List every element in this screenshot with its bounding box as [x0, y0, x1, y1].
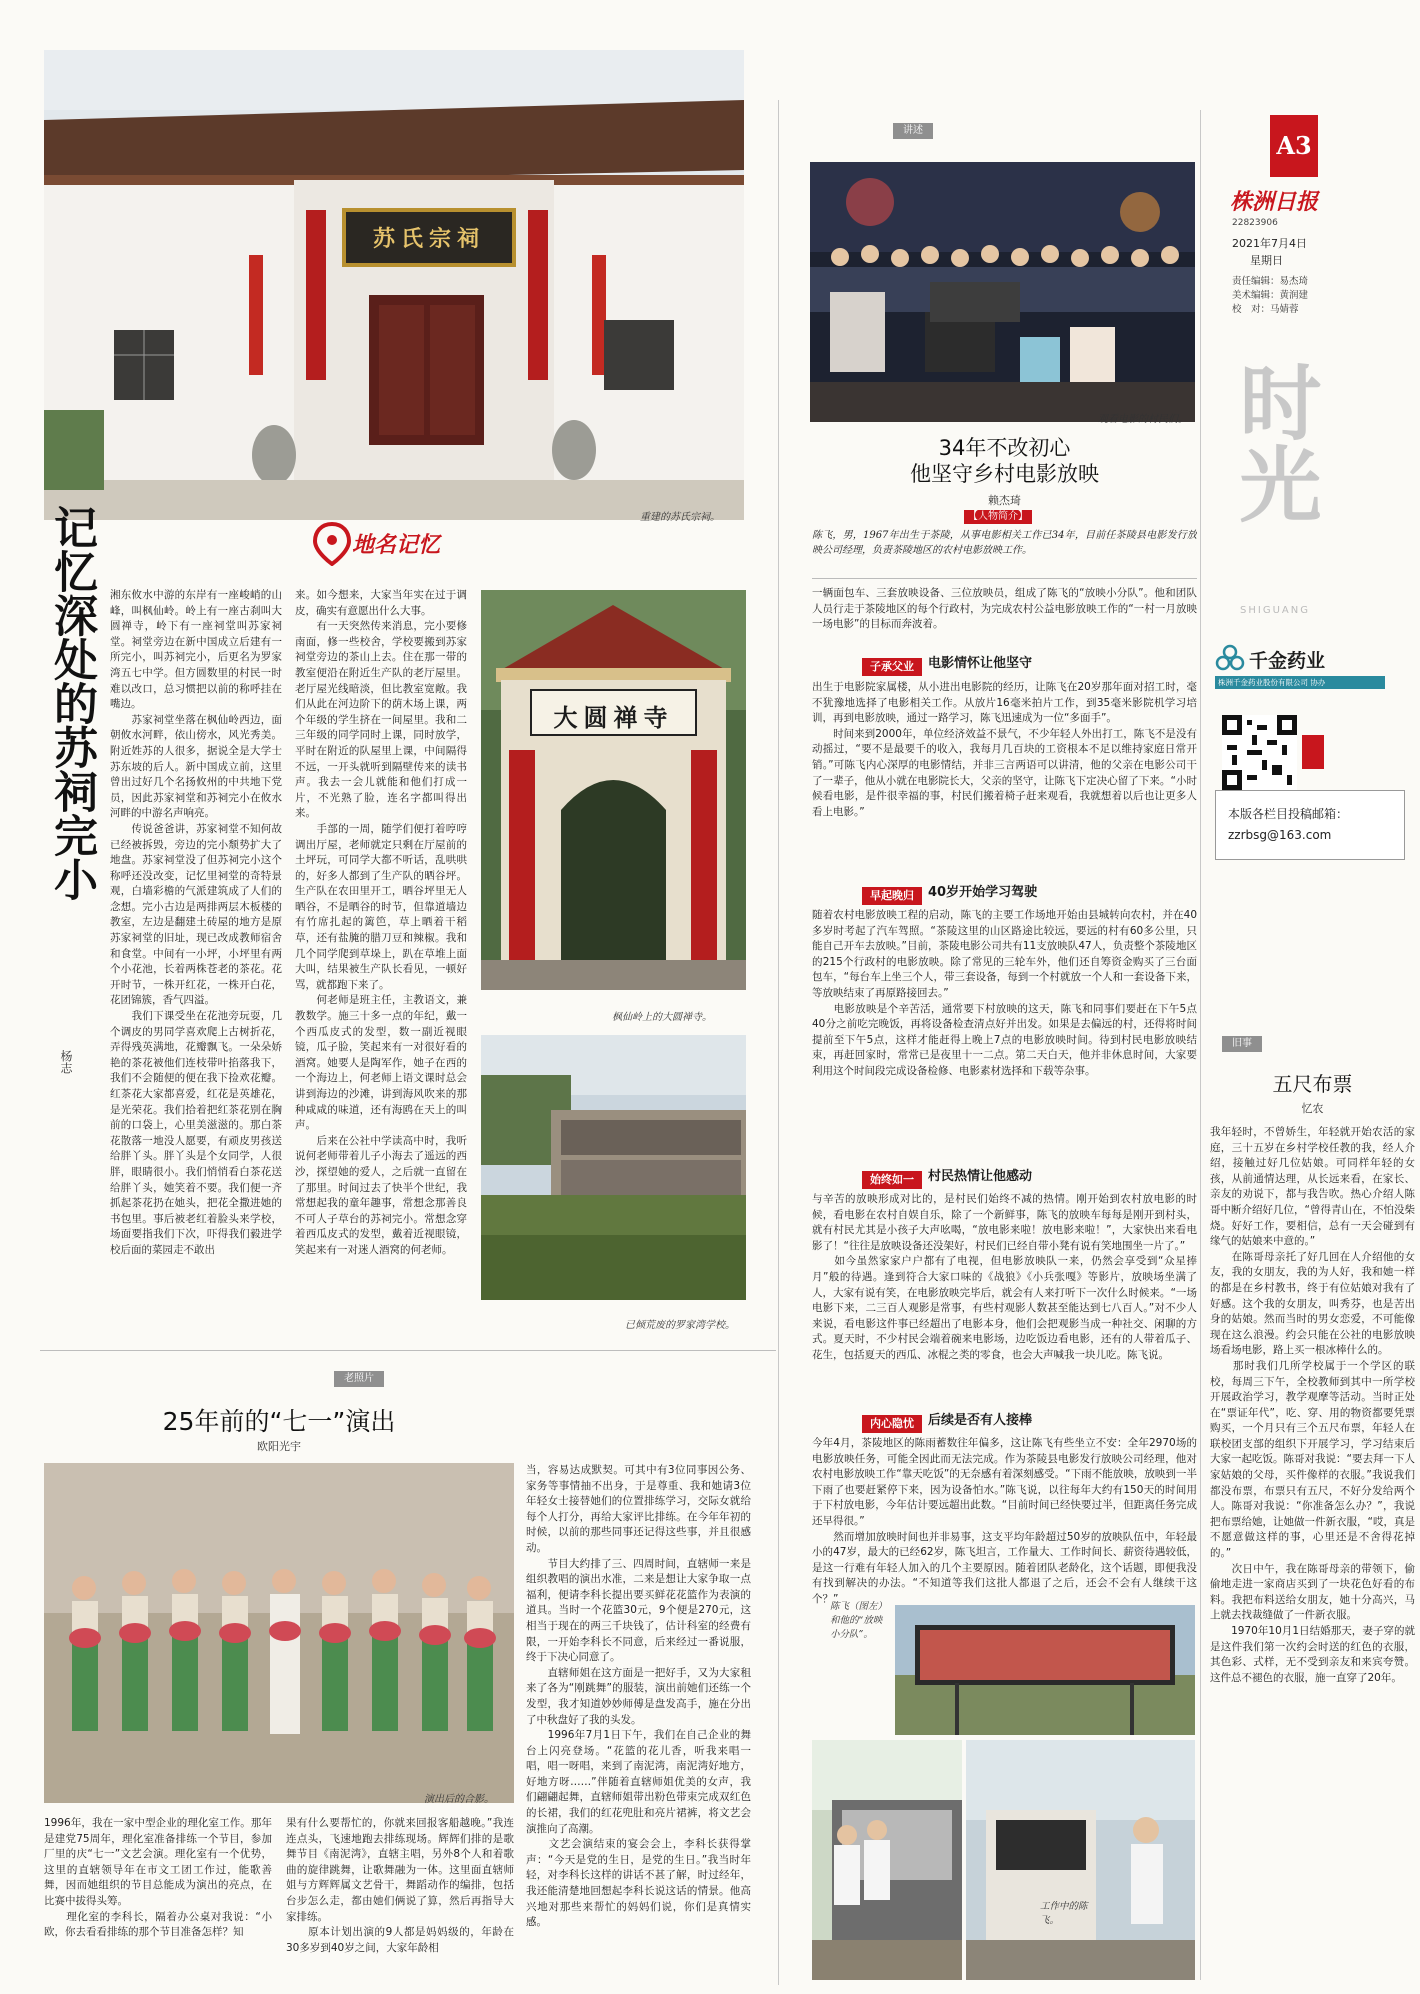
photo-caption: 观看电影的村民们。	[1098, 414, 1188, 425]
photo-su-ancestral-hall	[44, 50, 744, 520]
story-author: 忆农	[1301, 1102, 1324, 1115]
email-label: 本版各栏目投稿邮箱：	[1228, 807, 1349, 821]
photo-screening-team	[895, 1605, 1195, 1735]
story-title: 25年前的“七一”演出	[162, 1407, 396, 1436]
staff-list: 责任编辑：易杰琦 美术编辑：黄润建 校 对：马婧蓉	[1232, 276, 1309, 315]
column-tag: 旧事	[1222, 1036, 1262, 1052]
section-body-4: 今年4月，茶陵地区的陈雨蓄数往年偏多，这让陈飞有些坐立不安：全年2970场的电影放映任务，可能全因此而无法完成。作为茶陵县电影发行放映公司经理，他对农村电影放映工作“靠天吃饭”的无奈感有着深刻感受。“下雨不能放映，放映到一半下雨了也要赶紧停下来，因为设备怕水。”陈飞说，以往每年大约有150天的时间用于下村放电影，今年估计要远超出此数。“目前时间已经快要过半，但距离任务完成还早得很。” 然而增加放映时间也并非易事，这支平均年龄超过50岁的放映队伍中，年轻最小的47岁，最大的已经62岁，陈飞坦言，工作量大、工作时间长、薪资待遇较低，是这一行难有年轻人加入的几个主要原因。随着团队老龄化，这个话题，即便我没有找到解决的办法。“不知道等我们这批人都退了之后，还会不会有人继续干这个？”	[812, 1437, 1197, 1605]
paper-name: 株洲日报	[1230, 189, 1319, 215]
issue-weekday: 星期日	[1250, 254, 1283, 267]
story-body: 我年轻时，不曾娇生，年轻就开始农活的家庭，三十五岁在乡村学校任教的我，经人介绍，接触过好几位姑娘。可同样年轻的女孩，从前通情达理，从长远来看，在家长、亲友的劝说下，都与我告吹。热心介绍人陈哥中断介绍好几位，“曾得青山在，不怕没柴烧。好好工作，要相信，总有一天会碰到有缘气的姑娘来中意的。” 在陈哥母亲托了好几回在人介绍他的女友，我的女朋友，我的为人好，我和她一样的都是在乡村教书，终于有位姑娘对我有了好感。这个我的女朋友，叫秀芬，也是苦出身的姑娘。然而当时的男女恋爱，不可能像现在这么浪漫。约会只能在公社的电影放映场看场电影，路上买一根冰棒什么的。 那时我们几所学校属于一个学区的联校，每周三下午，全校教师到其中一所学校开展政治学习，教学观摩等活动。当时正处在“票证年代”，吃、穿、用的物资都要凭票购买，一个月只有三个五尺布票，年轻人在联校团支部的组织下开展学习，学习结束后大家一起吃饭。陈哥对我说：“要去拜一下人家姑娘的父母，买件像样的衣服。”我说我们都没布票，布票只有五尺，不好分发给两个人。陈哥对我说：“你准备怎么办？”，我说把布票给她，让她做一件新衣服，“哎，真是不愿意做这样的事，心里还是不舍得花掉的。” 次日中午，我在陈哥母亲的带领下，偷偷地走进一家商店买到了一块花色好看的布料。我把布料送给女朋友，她十分高兴，马上就去找裁缝做了一件新衣服。 1970年10月1日结婚那天，妻子穿的就是这件我们第一次约会时送的红色的衣服，其色彩、式样，无不受到亲友和来宾夸赞。这件总不褪色的衣服，施一直穿了20年。	[1210, 1126, 1415, 1684]
feature-title-line1: 34年不改初心	[938, 436, 1071, 460]
temple-sign: 大圆禅寺	[553, 703, 674, 732]
email-box	[1215, 790, 1405, 860]
section-body-1: 出生于电影院家属楼，从小进出电影院的经历，让陈飞在20岁那年面对招工时，毫不犹豫地选择了电影相关工作。从放片16毫米拍片工作，到35毫米影院机学习培训，再到电影放映，通过一路学习，陈飞迅速成为一位“多面手”。 时间来到2000年，单位经济效益不景气，不少年轻人外出打工，陈飞不是没有动摇过，“要不是最要千的收入，我每月几百块的工资根本不足以维持家庭日常开销。”可陈飞内心深厚的电影情结，并非三言两语可以讲清，他的父亲在电影公司干了一辈子，他从小就在电影院长大，父亲的坚守，让陈飞下定决心留了下来。“小时候看电影，是件很幸福的事，村民们搬着椅子赶来观看，我就想着以后也让更多人看上电影。”	[812, 681, 1197, 818]
column-logo: 地名记忆	[312, 522, 482, 566]
location-pin-icon	[312, 522, 352, 566]
section-body-3: 与辛苦的放映形成对比的，是村民们始终不减的热情。刚开始到农村放电影的时候，看电影在农村自娱自乐，除了一个新鲜事，陈飞的放映车每每是刚开到村头，就有村民尤其是小孩子大声吆喝，“放电影来啦！放电影来啦！”，大家快出来看电影了！“往往是放映设备还没架好，村民们已经自带小凳有说有笑地围坐一片了。” 如今虽然家家户户都有了电视，但电影放映队一来，仍然会享受到“众星捧月”般的待遇。逢到符合大家口味的《战狼》《小兵张嘎》等影片，放映场坐满了人，大家有说有笑，在电影放映完毕后，就会有人来打听下一次什么时候来。“一场电影下来，二三百人观影是常事，有些村观影人数甚至能达到七八百人。”对不少人来说，看电影这件事已经超出了电影本身，他们会把观影当成一种社交、闲聊的方式。夏天时，不少村民会端着碗来电影场，边吃饭边看电影，还有的人带着瓜子、花生，包括夏天的西瓜、冰棍之类的零食，也会大声喊我一块儿吃。陈飞说。	[812, 1193, 1197, 1361]
article-title: 记忆深处的苏祠完小	[46, 505, 97, 901]
photo-caption: 已倾荒废的罗家湾学校。	[625, 1320, 735, 1331]
section-title: 时光	[1226, 360, 1322, 524]
section-pinyin: SHIGUANG	[1240, 605, 1310, 616]
photo-caption: 陈飞（图左）和他的“放映小分队”。	[830, 1601, 888, 1640]
photo-van-team	[812, 1740, 962, 1980]
photo-temple-gate	[481, 590, 746, 990]
column-tag: 老照片	[334, 1371, 384, 1387]
photo-caption: 演出后的合影。	[424, 1794, 494, 1805]
photo-chen-fei-working	[966, 1740, 1195, 1980]
qr-code[interactable]	[1222, 715, 1297, 790]
article-body-col2: 来。如今想来，大家当年实在过于调皮，确实有意愿出什么大事。 有一天突然传来消息，完小要修南面，修一些校舍，学校要搬到苏家祠堂旁边的茶山上去。住在那一带的教室便沿在附近生产队的老厅屋里。老厅屋光线暗淡，但比教室宽敞。我们从此在河边阶下的荫木场上课，两个年级的学生挤在一间屋里。我和二三年级的同学同时上课，同时放学，平时在附近的队屋里上课，中间隔得不远，一开头就听到隔壁传来的读书声。我去一会儿就能和他们打成一片，不光熟了脸，连名字都叫得出来。 手部的一周，随学们便打着哼哼调出厅屋，老师就定只剩在厅屋前的土坪玩，可同学大都不听话，乱哄哄的，好多人都到了生产队的晒谷坪。生产队在农田里开工，晒谷坪里无人晒谷，不是晒谷的时节，但靠道墙边有竹席扎起的篱笆，草上晒着干稻草，还有盐腌的腊刀豆和辣椒。我和几个同学爬到草垛上，趴在草堆上面大叫，结果被生产队长看见，一顿好骂，就都跑下来了。 何老师是班主任，主教语文，兼教数学。施三十多一点的年纪，戴一个西瓜皮式的发型，数一副近视眼镜，瓜子脸，笑起来有一对很好看的酒窝。她要人是陶军作，她子在西的一个海边上，何老师上语文课时总会讲到海边的沙滩，讲到海风吹来的那种咸咸的味道，还有海鸥在天上的叫声。 后来在公社中学读高中时，我听说何老师带着儿子小海去了遥远的西沙，探望她的爱人，之后就一直留在了那里。时间过去了快半个世纪，我常想起我的童年趣事，常想念那善良不可人子草台的苏祠完小。常想念穿着西瓜皮式的发型，戴着近视眼镜，笑起来有一对迷人酒窝的何老师。	[295, 589, 467, 1256]
article-body-col1: 湘东攸水中游的东岸有一座峻峭的山峰，叫枫仙岭。岭上有一座古刹叫大圆禅寺，岭下有一座祠堂叫苏家祠堂。祠堂旁边在新中国成立后建有一所完小，叫苏祠完小，后更名为罗家湾五七中学。但方圆数里的村民一时难以改口，总习惯把以前的称呼挂在嘴边。 苏家祠堂坐落在枫仙岭西边，面朝攸水河畔，依山傍水，风光秀美。附近姓苏的人很多，据说全是大学士苏东坡的后人。新中国成立前，这里曾出过好几个名扬攸州的中共地下党员，因此苏家祠堂和苏祠完小在攸水河畔的中游名声响亮。 传说爸爸讲，苏家祠堂不知何故已经被拆毁，旁边的完小颓势扩大了地盘。苏家祠堂没了但苏祠完小这个称呼还没改变，记忆里祠堂的奇特景观，白墙彩檐的气派建筑成了人们的念想。完小古边是两排两层木板楼的教室，左边是翻建土砖屋的地方是原苏家祠堂的旧址，现已改成教师宿舍和食堂。中间有一小坪，小坪里有两个小花池，长着两株苍老的茶花。花开时节，一株开红花，一株开白花，花团锦簇，香气四溢。 我们下课受坐在花池旁玩耍，几个调皮的男同学喜欢爬上古树折花，弄得残英满地，花瓣飘飞。一朵朵娇艳的茶花被他们连枝带叶掐落我下，我们不会随便的便在我下捡欢花瓣。红茶花大家都喜爱，红花是英雄花，是光荣花。我们拾着把红茶花别在胸前的口袋上，心里美滋滋的。那白茶花散落一地没人愿要，有顽皮男孩送给胖丫头。胖丫头是个女同学，人很胖，眼睛很小。我们悄悄看白茶花送给胖丫头，她笑着不要。我们便一齐抓起茶花扔在她头，把花全撒进她的书包里。事后被老红着脸头来学校，场面要指我们下次，吓得我们毅进学校后面的菜园走不敢出	[110, 589, 282, 1256]
photo-performance-group	[44, 1463, 514, 1803]
subhead-4: 内心隐忧 后续是否有人接棒	[862, 1412, 1032, 1432]
hotline: 22823906	[1232, 218, 1278, 228]
plaque-text: 苏氏宗祠	[372, 226, 485, 252]
photo-caption: 工作中的陈飞。	[1040, 1901, 1088, 1926]
feature-author: 赖杰琦	[988, 494, 1021, 507]
sponsor-logo: 千金药业 株洲千金药业股份有限公司 协办	[1215, 640, 1415, 690]
divider	[1200, 110, 1201, 1980]
story-body-col3: 当，容易达成默契。可其中有3位同事因公务、家务等事情抽不出身，于是尊重、我和她请3位年轻女士接替她们的位置排练学习，交际女就给每个人打分，再给大家评比排练。在今年年初的时候，以前的那些同事还记得这些事，并且很感动。 节目大约排了三、四周时间，直辖师一来是组织教唱的演出水准，二来是想让大家争取一点福利，便请李科长提出要买鲜花花篮作为表演的道具。当时一个花篮30元，9个便是270元，这相当于现在的两三千块钱了，估计科室的经费有限，一开始李科长不同意，后来经过一番说服，终于下决心同意了。 直辖师姐在这方面是一把好手，又为大家租来了各为“刚跳舞”的服装，演出前她们还练一个发型，我才知道妙妙师傅是盘发高手，施在分出了中秋盘好了我的头发。 1996年7月1日下午，我们在自己企业的舞台上闪亮登场。“花篮的花儿香，听我来唱一唱，唱一呀唱，来到了南泥湾，南泥湾好地方，好地方呀……”伴随着直辖师姐优美的女声，我们翩翩起舞，直辖师姐带出粉色带束完成双红色的长裙，我们的红花兜肚和亮片裙裤，将文艺会演推向了高潮。 文艺会演结束的宴会会上，李科长获得掌声：“今天是党的生日，是党的生日。”我当时年轻，对李科长这样的讲话不甚了解，时过经年，我还能清楚地回想起李科长说这话的情景。他高兴地对那些来帮忙的妈妈们说，你们是真情实感。	[526, 1464, 751, 1929]
photo-caption: 枫仙岭上的大圆禅寺。	[612, 1012, 712, 1023]
feature-intro: 一辆面包车、三套放映设备、三位放映员，组成了陈飞的“放映小分队”。他和团队人员行走于茶陵地区的每个行政村，为完成农村公益电影放映工作的“一村一月放映一场电影”的目标而奔波着。	[812, 587, 1197, 631]
story-body-col2: 果有什么要帮忙的，你就来回报客船越晚。”我连连点头，飞速地跑去排练现场。辉辉们排的是歌舞节目《南泥湾》，直辖主唱，另外8个人和着歌曲的旋律跳舞，让歌舞融为一体。这里面直辖师姐与方辉辉属文艺骨干，舞蹈动作的编排，包括台步怎么走，都由她们俩说了算，然后再指导大家排练。 原本计划出演的9人都是妈妈级的，年龄在30多岁到40岁之间，大家年龄相	[286, 1817, 514, 1954]
photo-abandoned-school	[481, 1035, 746, 1300]
story-author: 欧阳光宇	[257, 1440, 301, 1453]
subhead-2: 早起晚归 40岁开始学习驾驶	[862, 884, 1037, 904]
section-body-2: 随着农村电影放映工程的启动，陈飞的主要工作场地开始由县城转向农村，并在40多岁时考起了汽车驾照。“茶陵这里的山区路途比较远，要远的村有60多公里，只能自己开车去放映。”目前，茶陵电影公司共有11支放映队47人，负责整个茶陵地区的215个行政村的电影放映。除了常见的三轮车外，他们还自筹资金购买了三台面包车，“每台车上坐三个人，带三套设备，每到一个村就放一个人和一套设备下来，等放映结束了再原路接回去。” 电影放映是个辛苦活，通常要下村放映的这天，陈飞和同事们要赶在下午5点40分之前吃完晚饭，再将设备检查清点好并出发。如果是去偏远的村，还得将时间提前至下午5点，这样才能赶得上晚上7点的电影放映时间。待到村民电影放映结束，再赶回家时，常常已是夜里十一二点。第二天白天，他并非休息时间，大家要利用这个时间段完成设备检修、电影素材选择和下载等杂事。	[812, 909, 1197, 1077]
issue-date: 2021年7月4日	[1232, 237, 1307, 250]
article-author: 杨志	[59, 1050, 73, 1074]
story-title: 五尺布票	[1272, 1072, 1353, 1096]
story-body-col1: 1996年，我在一家中型企业的理化室工作。那年是建党75周年，理化室准备排练一个节目，参加厂里的庆“七一”文艺会演。理化室有一个优势，这里的直辖领导年在市文工团工作过，能歌善舞，因而她组织的节目总能成为演出的亮点，在比赛中拔得头筹。 理化室的李科长，隔着办公桌对我说：“小欧，你去看看排练的那个节目准备怎样？知	[44, 1817, 272, 1939]
feature-title-line2: 他坚守乡村电影放映	[910, 462, 1099, 486]
divider	[812, 578, 1197, 579]
column-tag: 讲述	[893, 123, 933, 139]
email-address[interactable]: zzrbsg@163.com	[1228, 828, 1332, 842]
profile-label: 【人物简介】	[964, 510, 1032, 524]
divider	[40, 1350, 776, 1351]
subhead-3: 始终如一 村民热情让他感动	[862, 1168, 1032, 1188]
divider	[778, 100, 779, 1985]
qr-badge	[1302, 735, 1324, 769]
profile-text: 陈飞，男，1967年出生于茶陵，从事电影相关工作已34年，目前任茶陵县电影发行放映公司经理，负责茶陵地区的农村电影放映工作。	[812, 530, 1197, 556]
subhead-1: 子承父业 电影情怀让他坚守	[862, 655, 1032, 675]
page-number: A3	[1270, 115, 1318, 177]
photo-villagers-watching	[810, 162, 1195, 422]
sponsor-flower-icon	[1215, 644, 1245, 674]
photo-caption: 重建的苏氏宗祠。	[640, 512, 720, 523]
